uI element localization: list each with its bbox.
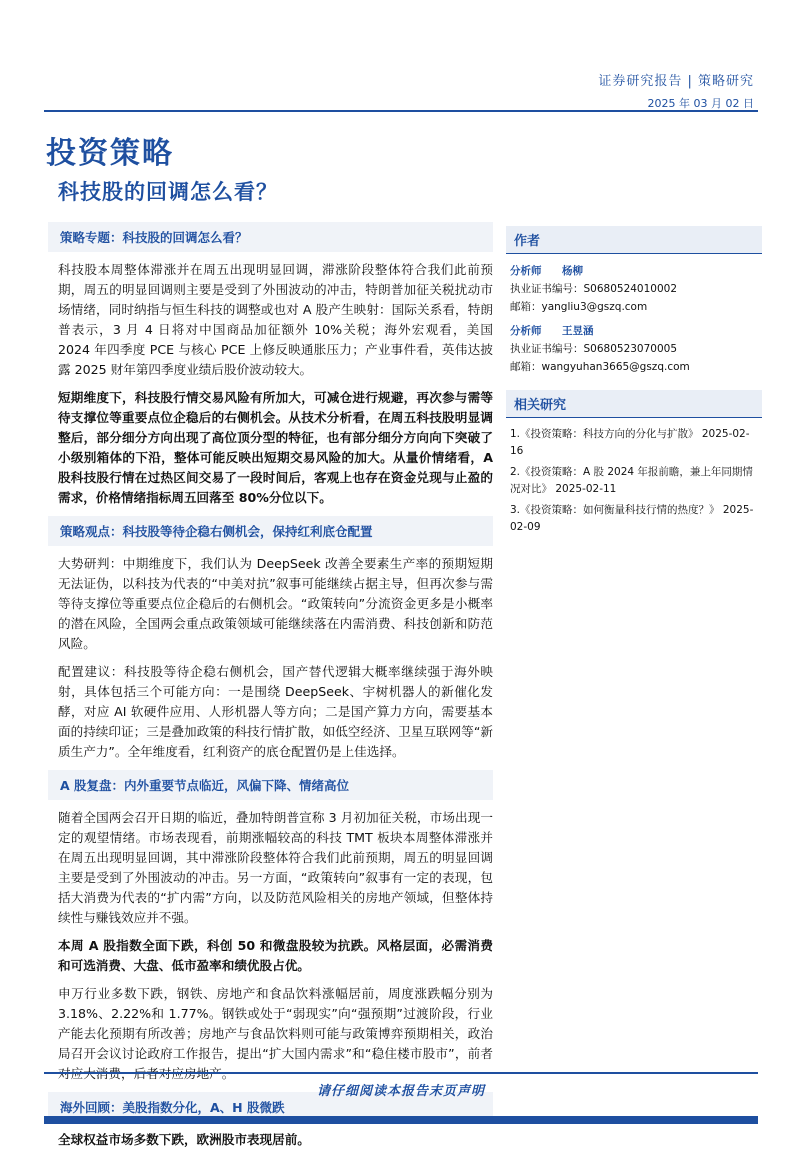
report-header — [598, 70, 754, 111]
related-item[interactable]: 3.《投资策略：如何衡量科技行情的热度？》 2025-02-09 — [510, 504, 754, 533]
analyst-role: 分析师 — [510, 325, 542, 337]
analyst-role: 分析师 — [510, 265, 542, 277]
cert-number: S0680523070005 — [583, 343, 678, 355]
cert-label: 执业证书编号： — [510, 343, 584, 355]
analyst-card — [510, 322, 762, 376]
report-date: 2025 年 03 月 02 日 — [647, 97, 754, 110]
paragraph: 随着全国两会召开日期的临近，叠加特朗普宣称 3 月初加征关税，市场出现一定的观望情绪。市场表现看，前期涨幅较高的科技 TMT 板块本周整体滞涨并在周五出现明显回调，其中滞涨阶段整体符合我们此前预期，周五的明显回调主要是受到了外围波动的冲击。另一方面，“政策转向”叙事有一定的表现，包括大消费为代表的“扩内需”方向，以及防范风险相关的房地产领域，但整体持续性与赚钱效应并不强。 — [58, 810, 493, 925]
authors-heading: 作者 — [506, 226, 762, 254]
footer-disclaimer: 请仔细阅读本报告末页声明 — [316, 1084, 485, 1099]
paragraph: 配置建议：科技股等待企稳右侧机会，国产替代逻辑大概率继续强于海外映射，具体包括三个可能方向：一是围绕 DeepSeek、宇树机器人的新催化发酵，对应 AI 软硬件应用、人形机器人等方向；二是国产算力方向，需要基本面的持续印证；三是叠加政策的科技行情扩散，如低空经济、卫星互联网等“新质生产力”。全年维度看，红利资产的底仓配置仍是上佳选择。 — [58, 664, 493, 759]
section-heading: 海外回顾：美股指数分化，A、H 股微跌 — [48, 1092, 493, 1122]
page-subtitle: 科技股的回调怎么看？ — [58, 180, 278, 204]
analyst-name: 杨柳 — [562, 265, 583, 277]
page-title: 投资策略 — [46, 136, 174, 171]
header-divider — [44, 110, 758, 112]
brand-stripe-icon — [44, 1116, 758, 1124]
paragraph: 本周 A 股指数全面下跌，科创 50 和微盘股较为抗跌。风格层面，必需消费和可选消费、大盘、低市盈率和绩优股占优。 — [58, 938, 493, 973]
footer-divider — [44, 1072, 758, 1074]
analyst-email[interactable]: yangliu3@gszq.com — [541, 301, 648, 313]
email-label: 邮箱： — [510, 301, 542, 313]
cert-number: S0680524010002 — [583, 283, 678, 295]
sidebar — [506, 226, 762, 540]
analyst-email[interactable]: wangyuhan3665@gszq.com — [541, 361, 690, 373]
paragraph: 大势研判：中期维度下，我们认为 DeepSeek 改善全要素生产率的预期短期无法证伪，以科技为代表的“中美对抗”叙事可能继续占据主导，但再次参与需等待支撑位等重要点位企稳后的右侧机会。“政策转向”分流资金更多是小概率的潜在风险，全国两会重点政策领域可能继续落在内需消费、科技创新和防范风险。 — [58, 556, 493, 651]
related-heading: 相关研究 — [506, 390, 762, 418]
report-category: 证券研究报告 | 策略研究 — [598, 74, 754, 89]
related-item[interactable]: 1.《投资策略：科技方向的分化与扩散》 2025-02-16 — [510, 428, 750, 457]
email-label: 邮箱： — [510, 361, 542, 373]
paragraph: 申万行业多数下跌，钢铁、房地产和食品饮料涨幅居前，周度涨跌幅分别为 3.18%、2.22%和 1.77%。钢铁或处于“弱现实”向“强预期”过渡阶段，行业产能去化预期有所改善；房地产与食品饮料则可能与政策博弈预期相关，政治局召开会议讨论政府工作报告，提出“扩大国内需求”和“稳住楼市股市”，前者对应大消费，后者对应房地产。 — [58, 986, 493, 1081]
section-heading: A 股复盘：内外重要节点临近，风偏下降、情绪高位 — [48, 770, 493, 800]
section-heading: 策略专题：科技股的回调怎么看？ — [48, 222, 493, 252]
main-column — [48, 222, 493, 1158]
analyst-card — [510, 262, 762, 316]
paragraph: 科技股本周整体滞涨并在周五出现明显回调，滞涨阶段整体符合我们此前预期，周五的明显回调则主要是受到了外围波动的冲击，特朗普加征关税扰动市场情绪，同时纳指与恒生科技的调整或也对 A 股产生映射：国际关系看，特朗普表示，3 月 4 日将对中国商品加征额外 10%关税；海外宏观看，美国 2024 年四季度 PCE 与核心 PCE 上修反映通胀压力；产业事件看，英伟达披露 2025 财年第四季度业绩后股价波动较大。 — [58, 262, 493, 377]
related-item[interactable]: 2.《投资策略：A 股 2024 年报前瞻，兼上年同期情况对比》 2025-02-11 — [510, 466, 753, 495]
paragraph: 短期维度下，科技股行情交易风险有所加大，可减仓进行规避，再次参与需等待支撑位等重要点位企稳后的右侧机会。从技术分析看，在周五科技股明显调整后，部分细分方向出现了高位顶分型的特征，也有部分细分方向向下突破了小级别箱体的下沿，整体可能反映出短期交易风险的加大。从量价情绪看，A 股科技股行情在过热区间交易了一段时间后，客观上也存在资金兑现与止盈的需求，价格情绪指标周五回落至 80%分位以下。 — [58, 390, 493, 505]
paragraph: 全球权益市场多数下跌，欧洲股市表现居前。 — [58, 1132, 310, 1147]
cert-label: 执业证书编号： — [510, 283, 584, 295]
section-heading: 策略观点：科技股等待企稳右侧机会，保持红利底仓配置 — [48, 516, 493, 546]
analyst-name: 王昱涵 — [562, 325, 594, 337]
